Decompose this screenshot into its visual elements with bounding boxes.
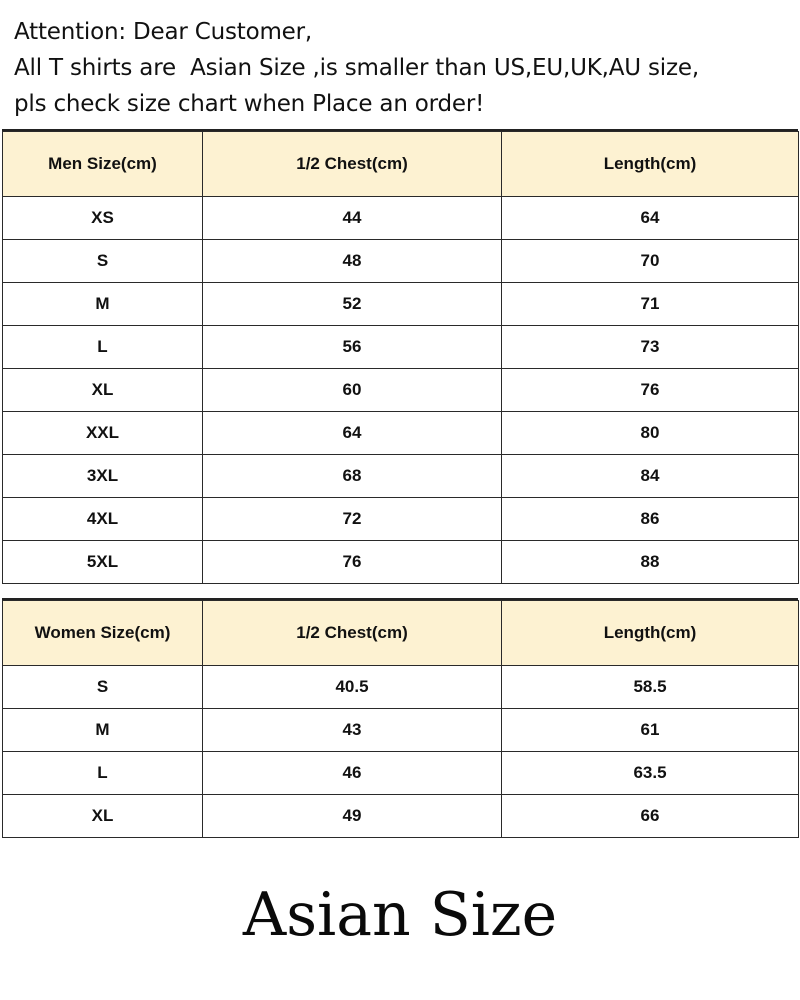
women-table-row (3, 709, 799, 752)
women-table-header-row (3, 601, 799, 666)
men-chest-cell: 52 (203, 283, 502, 326)
women-length-cell: 63.5 (502, 752, 799, 795)
men-table-row (3, 283, 799, 326)
men-size-cell: L (3, 326, 203, 369)
women-length-cell: 61 (502, 709, 799, 752)
men-chest-cell: 68 (203, 455, 502, 498)
men-length-header: Length(cm) (502, 132, 799, 197)
men-chest-cell: 72 (203, 498, 502, 541)
men-size-table (2, 131, 799, 584)
men-size-cell: 5XL (3, 541, 203, 584)
men-chest-cell: 64 (203, 412, 502, 455)
men-table-row (3, 197, 799, 240)
women-size-table (2, 600, 799, 838)
men-size-cell: S (3, 240, 203, 283)
men-table-body (3, 197, 799, 584)
men-length-cell: 86 (502, 498, 799, 541)
men-chest-cell: 56 (203, 326, 502, 369)
men-table-row (3, 541, 799, 584)
men-chest-cell: 60 (203, 369, 502, 412)
men-chest-header: 1/2 Chest(cm) (203, 132, 502, 197)
women-table-row (3, 752, 799, 795)
men-chest-cell: 48 (203, 240, 502, 283)
women-chest-cell: 49 (203, 795, 502, 838)
men-length-cell: 71 (502, 283, 799, 326)
women-size-cell: XL (3, 795, 203, 838)
men-size-cell: XXL (3, 412, 203, 455)
women-chest-cell: 46 (203, 752, 502, 795)
men-size-cell: XS (3, 197, 203, 240)
men-size-cell: M (3, 283, 203, 326)
men-size-cell: XL (3, 369, 203, 412)
women-size-cell: L (3, 752, 203, 795)
women-chest-header: 1/2 Chest(cm) (203, 601, 502, 666)
women-length-header: Length(cm) (502, 601, 799, 666)
men-length-cell: 70 (502, 240, 799, 283)
women-size-cell: M (3, 709, 203, 752)
asian-size-title: Asian Size (242, 880, 558, 950)
men-table-header-row (3, 132, 799, 197)
men-size-header: Men Size(cm) (3, 132, 203, 197)
women-length-cell: 66 (502, 795, 799, 838)
men-length-cell: 80 (502, 412, 799, 455)
notice-line-check-chart: pls check size chart when Place an order! (14, 91, 485, 117)
women-size-header: Women Size(cm) (3, 601, 203, 666)
men-size-cell: 4XL (3, 498, 203, 541)
notice-line-size-warning: All T shirts are Asian Size ,is smaller than US,EU,UK,AU size, (14, 55, 699, 81)
men-size-cell: 3XL (3, 455, 203, 498)
notice-line-greeting: Attention: Dear Customer, (14, 19, 312, 45)
women-chest-cell: 40.5 (203, 666, 502, 709)
men-table-row (3, 326, 799, 369)
men-table-row (3, 412, 799, 455)
men-length-cell: 64 (502, 197, 799, 240)
men-length-cell: 88 (502, 541, 799, 584)
men-length-cell: 73 (502, 326, 799, 369)
men-length-cell: 84 (502, 455, 799, 498)
women-table-row (3, 795, 799, 838)
men-table-row (3, 498, 799, 541)
men-table-row (3, 240, 799, 283)
men-table-row (3, 369, 799, 412)
women-table-row (3, 666, 799, 709)
men-chest-cell: 76 (203, 541, 502, 584)
men-length-cell: 76 (502, 369, 799, 412)
women-table-body (3, 666, 799, 838)
women-length-cell: 58.5 (502, 666, 799, 709)
attention-notice (14, 14, 794, 122)
men-chest-cell: 44 (203, 197, 502, 240)
women-chest-cell: 43 (203, 709, 502, 752)
women-size-cell: S (3, 666, 203, 709)
men-table-row (3, 455, 799, 498)
